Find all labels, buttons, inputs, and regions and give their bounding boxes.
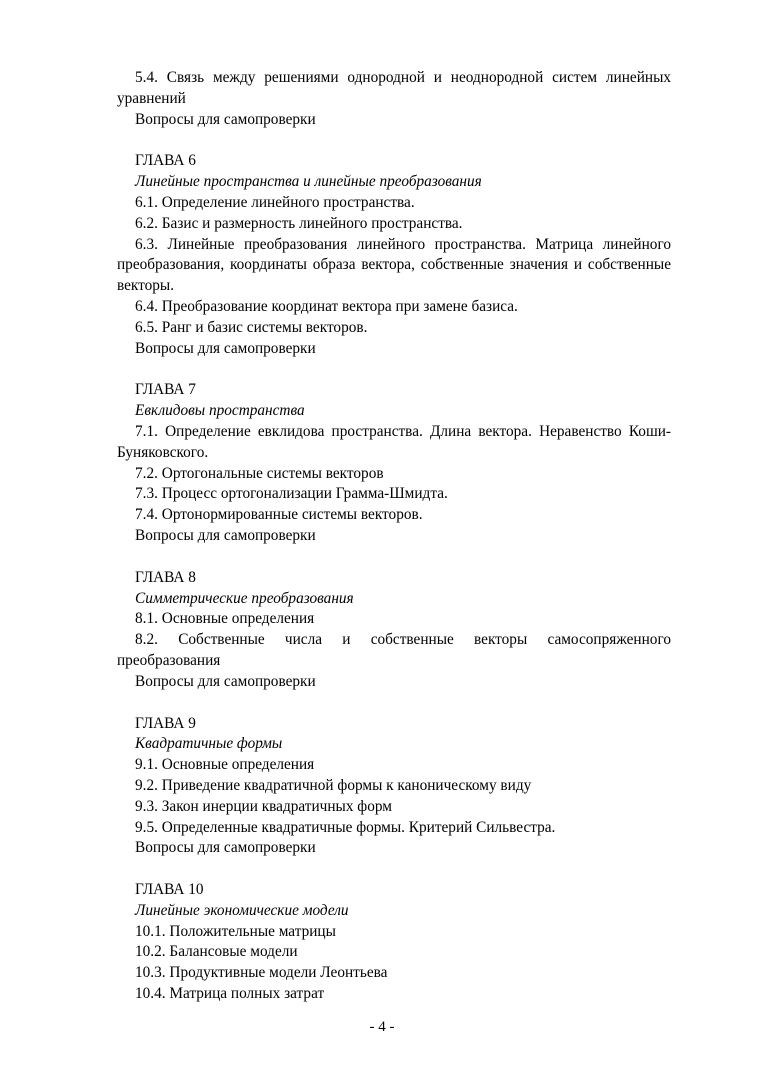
- chapter-title: Евклидовы пространства: [135, 402, 305, 420]
- spacer: [117, 859, 671, 880]
- chapter-title: Квадратичные формы: [135, 735, 283, 753]
- toc-item: 7.1. Определение евклидова пространства. Длина вектора. Неравенство Коши-Буняковского.: [117, 422, 671, 461]
- page-number: - 4 -: [369, 1019, 395, 1035]
- toc-item: 7.4. Ортонормированные системы векторов.: [135, 506, 423, 524]
- toc-item: 6.4. Преобразование координат вектора при замене базиса.: [135, 297, 518, 315]
- chapter-title: Симметрические преобразования: [135, 589, 354, 607]
- chapter-heading: ГЛАВА 8: [135, 568, 196, 586]
- spacer: [117, 359, 671, 380]
- toc-item: 7.2. Ортогональные системы векторов: [135, 464, 384, 482]
- toc-self-check: Вопросы для самопроверки: [135, 526, 316, 544]
- toc-item: 6.5. Ранг и базис системы векторов.: [135, 318, 368, 336]
- toc-item: 6.2. Базис и размерность линейного пространства.: [135, 214, 463, 232]
- chapter-heading: ГЛАВА 9: [135, 714, 196, 732]
- chapter-heading: ГЛАВА 6: [135, 152, 196, 170]
- toc-item: 10.3. Продуктивные модели Леонтьева: [135, 964, 388, 982]
- toc-item: 10.4. Матрица полных затрат: [135, 985, 325, 1003]
- table-of-contents: [117, 68, 671, 1005]
- toc-item: 8.1. Основные определения: [135, 610, 315, 628]
- spacer: [117, 547, 671, 568]
- toc-item: 8.2. Собственные числа и собственные векторы самосопряженного преобразования: [117, 631, 671, 669]
- toc-item-5-4: 5.4. Связь между решениями однородной и неоднородной систем линейных уравнений: [117, 69, 671, 107]
- toc-item: 6.3. Линейные преобразования линейного пространства. Матрица линейного преобразования, координаты образа вектора, собственные значения и собственные векторы.: [117, 235, 671, 295]
- toc-self-check: Вопросы для самопроверки: [135, 672, 316, 690]
- toc-item: 10.1. Положительные матрицы: [135, 922, 336, 940]
- toc-item: 9.5. Определенные квадратичные формы. Критерий Сильвестра.: [135, 818, 556, 836]
- chapter-title: Линейные экономические модели: [135, 901, 349, 919]
- toc-self-check: Вопросы для самопроверки: [135, 839, 316, 857]
- chapter-heading: ГЛАВА 10: [135, 881, 204, 899]
- toc-item: 10.2. Балансовые модели: [135, 943, 298, 961]
- spacer: [117, 693, 671, 714]
- toc-item: 9.3. Закон инерции квадратичных форм: [135, 797, 392, 815]
- chapter-title: Линейные пространства и линейные преобразования: [135, 173, 482, 191]
- toc-item: 7.3. Процесс ортогонализации Грамма-Шмидта.: [135, 485, 448, 503]
- toc-self-check: Вопросы для самопроверки: [135, 339, 316, 357]
- toc-self-check: Вопросы для самопроверки: [135, 110, 316, 128]
- spacer: [117, 130, 671, 151]
- toc-item: 9.2. Приведение квадратичной формы к каноническому виду: [135, 776, 532, 794]
- toc-item: 6.1. Определение линейного пространства.: [135, 193, 415, 211]
- toc-item: 9.1. Основные определения: [135, 756, 315, 774]
- chapter-heading: ГЛАВА 7: [135, 381, 196, 399]
